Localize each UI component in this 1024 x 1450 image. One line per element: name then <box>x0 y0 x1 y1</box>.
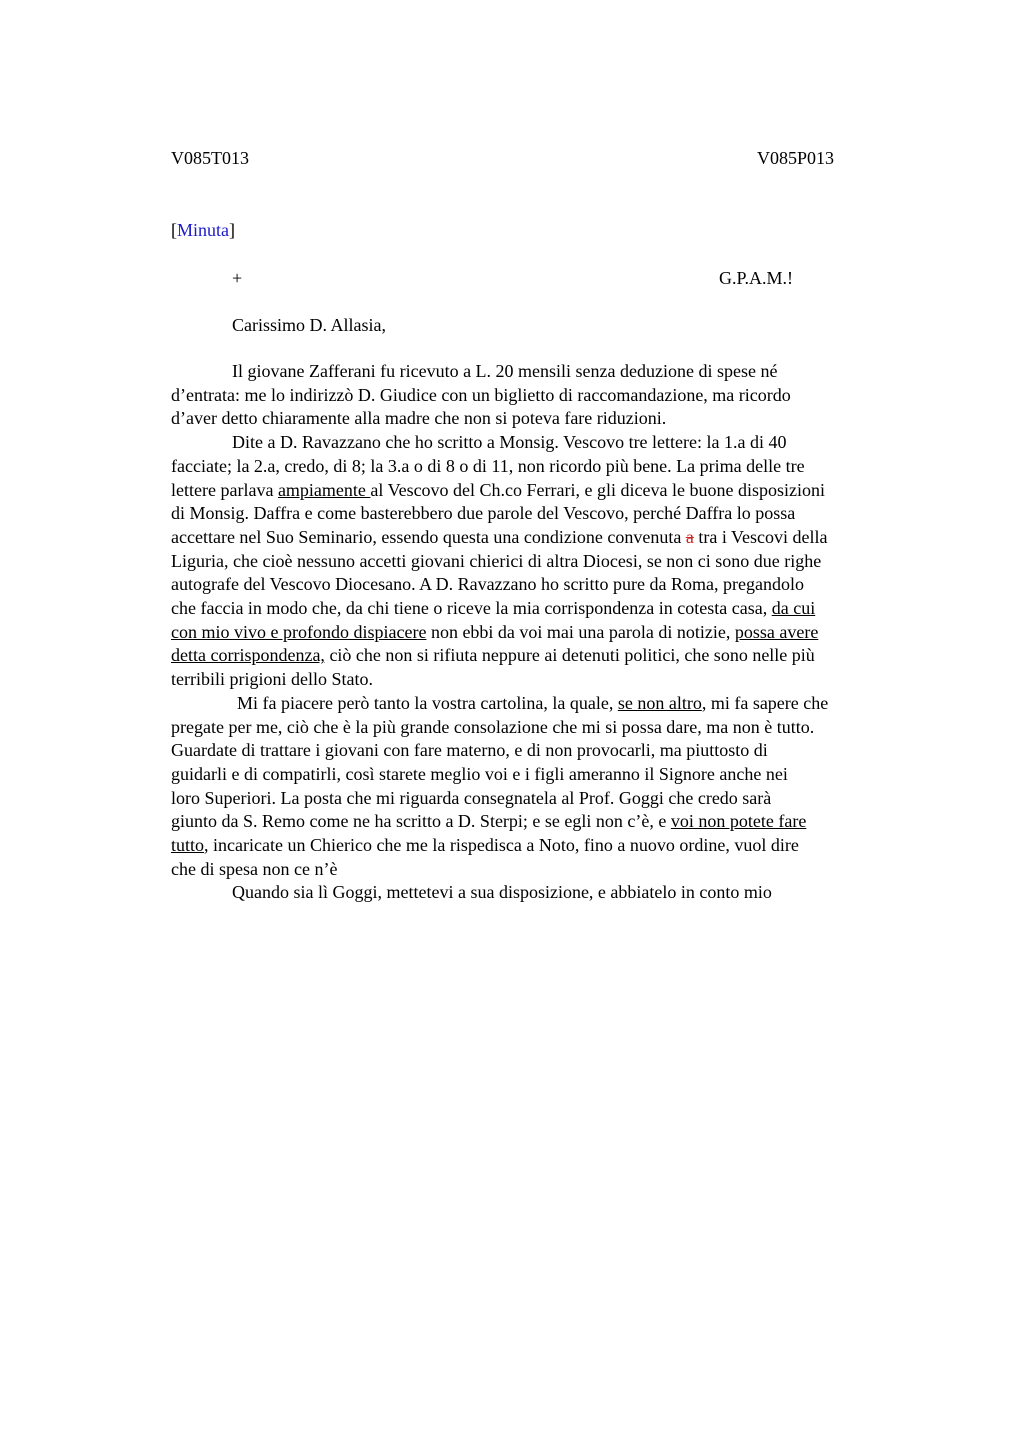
text-run: accettare nel Suo Seminario, essendo questa una condizione convenuta <box>171 526 686 547</box>
underlined-text: voi non potete fare <box>670 811 807 832</box>
text-run: , incaricate un Chierico che me la rispedisca a Noto, fino a nuovo ordine, vuol dire <box>204 835 799 856</box>
archive-code-left: V085T013 <box>171 148 249 168</box>
text-run: non ebbi da voi mai una parola di notizie, <box>426 621 735 642</box>
p2-line-9 <box>171 621 933 645</box>
p1-line-2: d’entrata: me lo indirizzò D. Giudice con un biglietto di raccomandazione, ma ricordo <box>171 384 791 405</box>
cross-symbol: + <box>232 268 243 288</box>
salutation: Carissimo D. Allasia, <box>232 315 386 335</box>
text-run: ciò che non si rifiuta neppure ai detenuti politici, che sono nelle più <box>324 645 815 666</box>
p2-line-6: Liguria, che cioè nessuno accetti giovani chierici di altra Diocesi, se non ci sono due righe <box>171 550 822 571</box>
p2-line-10 <box>171 644 933 668</box>
text-run: giunto da S. Remo come ne ha scritto a D. Sterpi; e se egli non c’è, e <box>171 811 671 832</box>
p3-line-7 <box>171 834 933 858</box>
p2-line-11: terribili prigioni dello Stato. <box>171 669 373 690</box>
p2-line-8 <box>171 597 933 621</box>
underlined-text: da cui <box>771 598 816 619</box>
text-run: al Vescovo del Ch.co Ferrari, e gli diceva le buone disposizioni <box>370 479 825 500</box>
text-run: che faccia in modo che, da chi tiene o riceve la mia corrispondenza in cotesta casa, <box>171 598 772 619</box>
p2-line-4: di Monsig. Daffra e come basterebbero due parole del Vescovo, perché Daffra lo possa <box>171 503 796 524</box>
minuta-open-bracket: [ <box>171 220 177 240</box>
p2-line-2: facciate; la 2.a, credo, di 8; la 3.a o di 8 o di 11, non ricordo più bene. La prima delle tre <box>171 455 805 476</box>
p2-line-5 <box>171 526 933 550</box>
p1-line-3: d’aver detto chiaramente alla madre che non si poteva fare riduzioni. <box>171 408 667 429</box>
p4-line-1: Quando sia lì Goggi, mettetevi a sua disposizione, e abbiatelo in conto mio <box>232 882 772 903</box>
minuta-label <box>171 218 235 242</box>
p2-line-1: Dite a D. Ravazzano che ho scritto a Monsig. Vescovo tre lettere: la 1.a di 40 <box>232 432 787 453</box>
p1-line-1: Il giovane Zafferani fu ricevuto a L. 20 mensili senza deduzione di spese né <box>232 361 778 381</box>
motto: G.P.A.M.! <box>719 268 794 288</box>
text-run: tra i Vescovi della <box>693 526 828 547</box>
p3-line-4: guidarli e di compatirli, così starete meglio voi e i figli ameranno il Signore anche nei <box>171 763 788 784</box>
text-run: Mi fa piacere però tanto la vostra cartolina, la quale, <box>237 692 618 713</box>
p2-line-3 <box>171 479 933 503</box>
p3-line-8: che di spesa non ce n’è <box>171 858 338 879</box>
minuta-word: Minuta <box>177 220 229 240</box>
underlined-text: possa avere <box>734 621 819 642</box>
underlined-text: detta corrispondenza, <box>171 645 325 666</box>
minuta-close-bracket: ] <box>229 220 235 240</box>
letter-body <box>171 360 933 905</box>
text-run: lettere parlava <box>171 479 278 500</box>
underlined-text: se non altro <box>617 692 702 713</box>
p3-line-3: Guardate di trattare i giovani con fare materno, e di non provocarli, ma piuttosto di <box>171 740 768 761</box>
text-run: , mi fa sapere che <box>701 692 829 713</box>
p2-line-7: autografe del Vescovo Diocesano. A D. Ravazzano ho scritto pure da Roma, pregandolo <box>171 574 804 595</box>
p3-line-6 <box>171 810 933 834</box>
archive-code-right: V085P013 <box>757 148 835 168</box>
struck-text: a <box>685 526 694 547</box>
p3-line-5: loro Superiori. La posta che mi riguarda consegnatela al Prof. Goggi che credo sarà <box>171 787 772 808</box>
underlined-text: con mio vivo e profondo dispiacere <box>171 621 427 642</box>
p3-line-2: pregate per me, ciò che è la più grande consolazione che mi si possa dare, ma non è tutto. <box>171 716 815 737</box>
underlined-text: tutto <box>171 835 205 856</box>
underlined-text: ampiamente <box>277 479 371 500</box>
p3-line-1 <box>171 692 933 716</box>
